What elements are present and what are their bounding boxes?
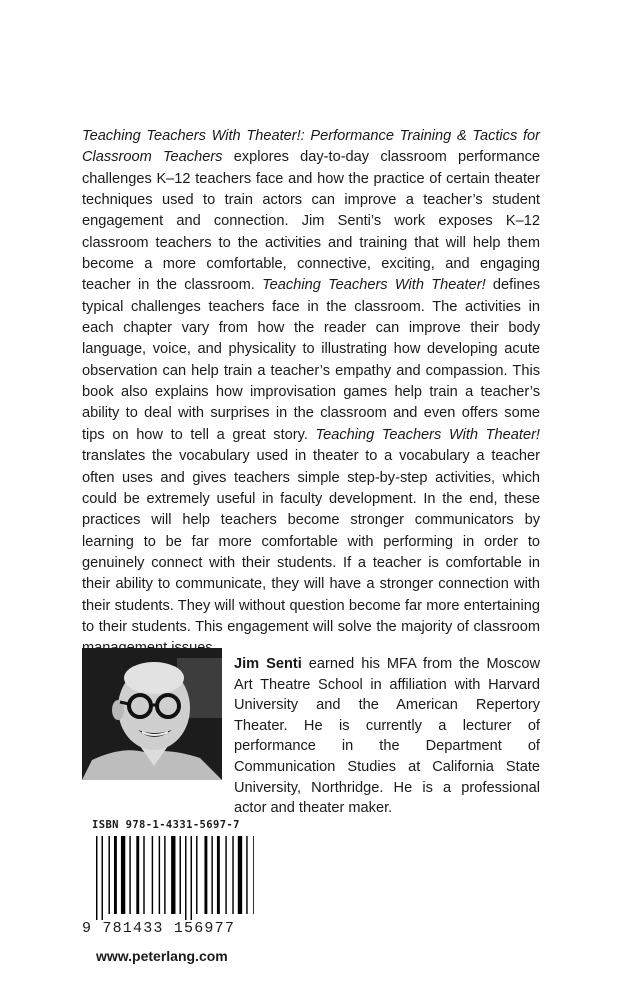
barcode-bar	[171, 836, 175, 914]
barcode-bar	[96, 836, 97, 920]
barcode-bar	[114, 836, 117, 914]
barcode-bar	[152, 836, 153, 914]
blurb-text-3: translates the vocabulary used in theater to a vocabulary a teacher often uses and gives teachers simple step-by-step activities, which could be extremely useful in faculty development. In the end, these practices will help teachers become stronger communicators by learning to be far more comfortable with performing in order to genuinely connect with their students. If a teacher is comfortable in their ability to communicate, they will have a stronger connection with their students. They will without question become far more entertaining to their students. This engagement will solve the majority of classroom	[82, 448, 540, 635]
barcode-bar	[253, 836, 254, 914]
barcode-bar	[225, 836, 226, 914]
author-bio-text: earned his MFA from the Moscow Art Theatre School in affiliation with Harvard University and the American Repertory Theater. He is currently a lecturer of performance in the Department of Communication Studies at California State University, Northridge. He is a professional actor and theater maker.	[234, 656, 540, 817]
book-title-short-italic: Teaching Teachers With Theater!	[262, 277, 486, 294]
barcode-bar	[246, 836, 247, 914]
barcode-bar	[143, 836, 144, 914]
barcode-bar	[196, 836, 197, 914]
barcode-bar	[217, 836, 220, 914]
barcode-bar	[180, 836, 181, 914]
barcode-bar	[191, 836, 192, 920]
author-photo	[82, 648, 222, 780]
barcode-bar	[164, 836, 165, 914]
barcode-bar	[129, 836, 130, 914]
barcode-bar	[238, 836, 242, 914]
barcode-digits: 9 781433 156977	[82, 920, 236, 937]
isbn-label: ISBN 978-1-4331-5697-7	[92, 819, 240, 831]
barcode-bar	[108, 836, 109, 914]
author-name: Jim Senti	[234, 656, 302, 672]
barcode-bar	[159, 836, 160, 914]
back-cover-blurb	[82, 126, 540, 660]
barcode-bar	[232, 836, 233, 914]
author-portrait-illustration	[82, 648, 222, 780]
barcode-bar	[102, 836, 103, 920]
barcode-bar	[136, 836, 139, 914]
isbn-barcode-block	[82, 816, 254, 940]
barcode-bar	[204, 836, 207, 914]
author-bio	[234, 654, 540, 819]
barcode-bar	[211, 836, 212, 914]
barcode-bar	[185, 836, 186, 920]
blurb-text-1: explores day-to-day classroom performance challenges K–12 teachers face and how the practice of certain theater techniques used to train actors can improve a teacher’s student engagement and connection. Jim Senti’s work exposes K–12 classroom teachers to the activities and training that will help them become a more comfortable, connective, exciting, and engaging teacher in the classroom.	[82, 149, 540, 294]
blurb-text-2: defines typical challenges teachers face in the classroom. The activities in each chapter vary from how the reader can improve their body language, voice, and physicality to illustrating how developing acute observation can help train a teacher’s empathy and compassion. This book also explains how improvisation games help train a teacher’s ability to deal with surprises in the classroom and even offers some tips on how to tell a great story.	[82, 277, 540, 443]
book-title-short-italic: Teaching Teachers With Theater!	[315, 426, 540, 443]
book-title-italic: Teaching Teachers With Theater!: Performance Training & Tactics for Classroom Teachers	[82, 128, 540, 166]
barcode-icon	[82, 836, 254, 920]
barcode-bar	[121, 836, 125, 914]
publisher-website: www.peterlang.com	[96, 948, 228, 964]
